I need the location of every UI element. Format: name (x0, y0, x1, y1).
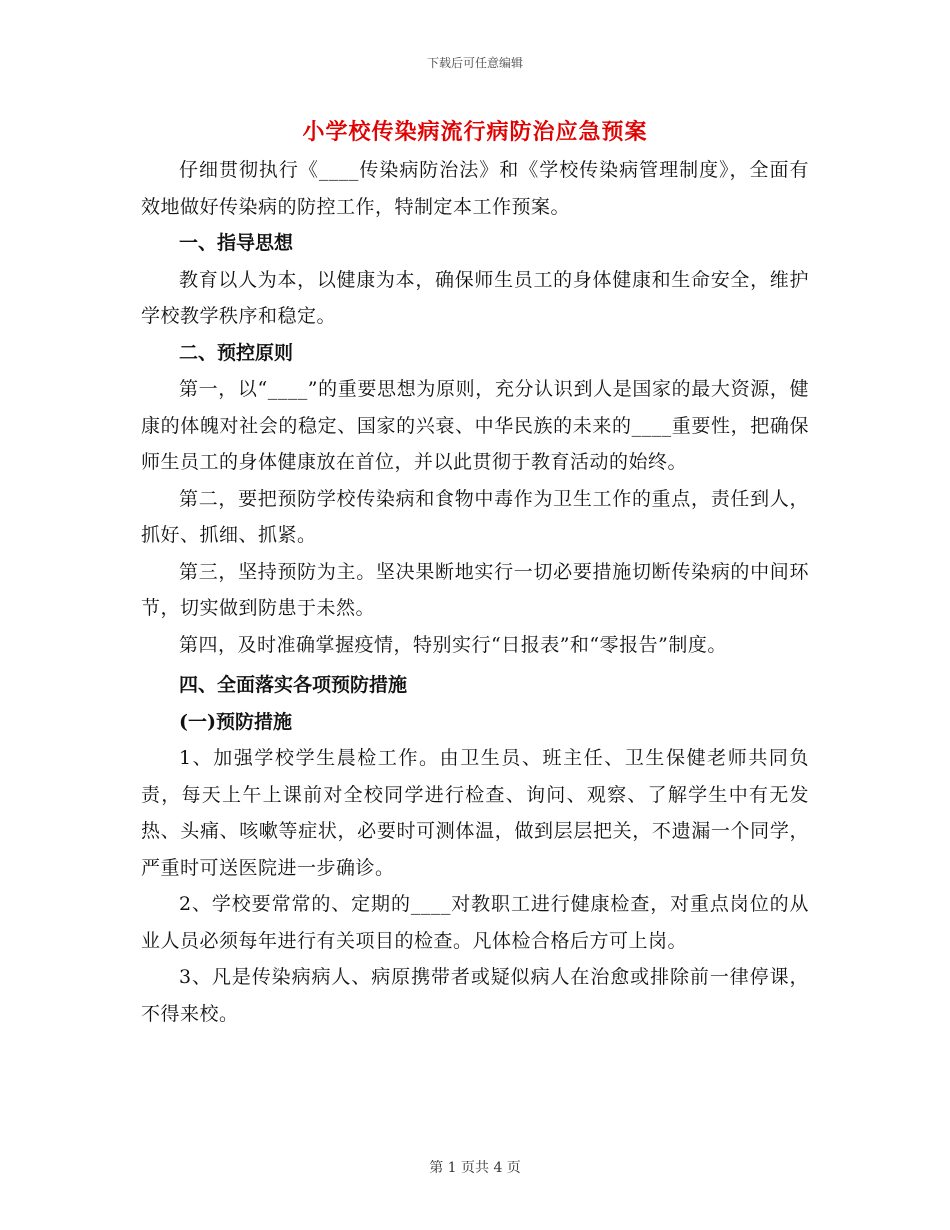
section-heading-guiding-thought: 一、指导思想 (179, 232, 294, 254)
measure-1-paragraph: 1、加强学校学生晨检工作。由卫生员、班主任、卫生保健老师共同负责，每天上午上课前对全校同学进行检查、询问、观察、了解学生中有无发热、头痛、咳嗽等症状，必要时可测体温，做到层层把关，不遗漏一个同学，严重时可送医院进一步确诊。 (141, 747, 809, 879)
principle-first-paragraph: 第一，以“____”的重要思想为原则，充分认识到人是国家的最大资源，健康的体魄对社会的稳定、国家的兴衰、中华民族的未来的____重要性，把确保师生员工的身体健康放在首位，并以此贯彻于教育活动的始终。 (141, 378, 809, 473)
section-heading-measures: 四、全面落实各项预防措施 (179, 674, 408, 696)
principle-third-paragraph: 第三，坚持预防为主。坚决果断地实行一切必要措施切断传染病的中间环节，切实做到防患于未然。 (141, 560, 809, 619)
principle-fourth-paragraph: 第四，及时准确掌握疫情，特别实行“日报表”和“零报告”制度。 (179, 633, 727, 656)
guiding-thought-paragraph: 教育以人为本，以健康为本，确保师生员工的身体健康和生命安全，维护学校教学秩序和稳定。 (141, 268, 809, 327)
section-heading-prevention-principles: 二、预控原则 (179, 341, 294, 364)
subsection-heading-prevention: (一)预防措施 (179, 710, 292, 733)
intro-paragraph: 仔细贯彻执行《____传染病防治法》和《学校传染病管理制度》，全面有效地做好传染病的防控工作，特制定本工作预案。 (141, 159, 809, 218)
document-title: 小学校传染病流行病防治应急预案 (302, 119, 648, 145)
header-note: 下载后可任意编辑 (426, 56, 523, 70)
principle-second-paragraph: 第二，要把预防学校传染病和食物中毒作为卫生工作的重点，责任到人，抓好、抓细、抓紧。 (141, 487, 809, 546)
document-body (141, 152, 809, 1032)
measure-3-paragraph: 3、凡是传染病病人、病原携带者或疑似病人在治愈或排除前一律停课，不得来校。 (141, 966, 809, 1025)
measure-2-paragraph: 2、学校要常常的、定期的____对教职工进行健康检查，对重点岗位的从业人员必须每年进行有关项目的检查。凡体检合格后方可上岗。 (141, 893, 809, 952)
page-footer: 第 1 页共 4 页 (429, 1160, 521, 1176)
